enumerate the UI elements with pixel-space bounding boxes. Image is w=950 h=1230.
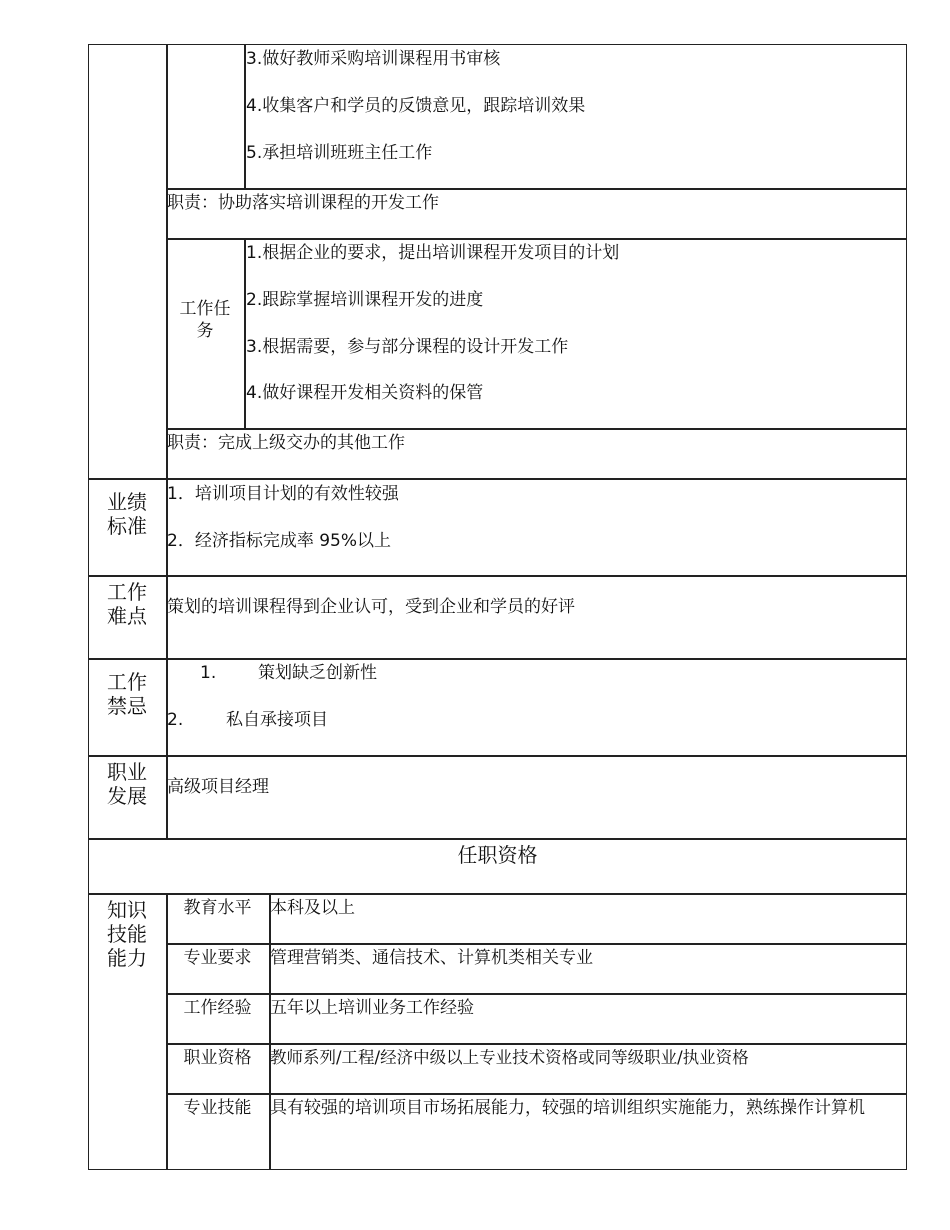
row-divider: [88, 575, 907, 577]
task-item: 5.承担培训班班主任工作: [246, 143, 433, 163]
task-item: 3.做好教师采购培训课程用书审核: [246, 49, 501, 69]
label-line: 工作: [107, 580, 147, 604]
label-line: 工作: [107, 670, 147, 694]
label-line: 禁忌: [107, 694, 147, 718]
taboo-num: 2.: [167, 710, 184, 730]
performance-item: 1．培训项目计划的有效性较强: [167, 484, 399, 504]
label-line: 发展: [107, 784, 147, 808]
label-line: 技能: [107, 922, 147, 946]
task-item: 4.做好课程开发相关资料的保管: [246, 383, 484, 403]
qualification-row-value: 管理营销类、通信技术、计算机类相关专业: [270, 948, 593, 968]
label-line: 标准: [107, 514, 147, 538]
career-label: [88, 760, 166, 808]
row-divider: [166, 943, 907, 945]
taboo-text: 策划缺乏创新性: [258, 663, 377, 683]
taboo-num: 1.: [200, 663, 217, 683]
qualification-row-label: 教育水平: [183, 898, 252, 918]
qualification-row-label: 工作经验: [183, 998, 252, 1018]
performance-item: 2．经济指标完成率 95%以上: [167, 531, 392, 551]
qualification-row-value: 具有较强的培训项目市场拓展能力，较强的培训组织实施能力，熟练操作计算机: [270, 1098, 865, 1118]
qualification-group-label: [88, 898, 166, 970]
label-line: 知识: [107, 898, 147, 922]
qualification-row-label: 专业要求: [183, 948, 252, 968]
row-divider: [88, 893, 907, 895]
row-divider: [88, 838, 907, 840]
task-label-line: 务: [196, 321, 214, 341]
qualification-row-label: 职业资格: [183, 1048, 252, 1068]
task-item: 1.根据企业的要求，提出培训课程开发项目的计划: [246, 243, 620, 263]
label-line: 业绩: [107, 490, 147, 514]
difficulty-label: [88, 580, 166, 628]
label-line: 难点: [107, 604, 147, 628]
label-line: 职业: [107, 760, 147, 784]
qualification-row-value: 本科及以上: [270, 898, 355, 918]
taboo-text: 私自承接项目: [226, 710, 328, 730]
duty-text: 职责：协助落实培训课程的开发工作: [167, 193, 439, 213]
taboo-label: [88, 670, 166, 718]
task-item: 3.根据需要，参与部分课程的设计开发工作: [246, 337, 569, 357]
row-divider: [166, 1093, 907, 1095]
row-divider: [166, 993, 907, 995]
qualification-row-value: 五年以上培训业务工作经验: [270, 998, 474, 1018]
performance-label: [88, 490, 166, 538]
col-divider-qual: [269, 894, 271, 1170]
difficulty-text: 策划的培训课程得到企业认可，受到企业和学员的好评: [167, 597, 575, 617]
row-divider: [166, 238, 907, 240]
task-item: 2.跟踪掌握培训课程开发的进度: [246, 290, 484, 310]
row-divider: [166, 428, 907, 430]
task-item: 4.收集客户和学员的反馈意见，跟踪培训效果: [246, 96, 586, 116]
label-line: 能力: [107, 946, 147, 970]
qualification-row-label: 专业技能: [183, 1098, 252, 1118]
row-divider: [166, 1043, 907, 1045]
career-text: 高级项目经理: [167, 777, 269, 797]
row-divider: [88, 478, 907, 480]
qualification-row-value: 教师系列/工程/经济中级以上专业技术资格或同等级职业/执业资格: [270, 1048, 749, 1067]
task-label-line: 工作任: [179, 299, 231, 319]
row-divider: [88, 658, 907, 660]
row-divider: [166, 188, 907, 190]
col-divider-label-lower: [166, 894, 168, 1170]
duty-text: 职责：完成上级交办的其他工作: [167, 433, 405, 453]
task-label: [166, 298, 244, 342]
row-divider: [88, 755, 907, 757]
qualification-title: 任职资格: [457, 843, 538, 867]
